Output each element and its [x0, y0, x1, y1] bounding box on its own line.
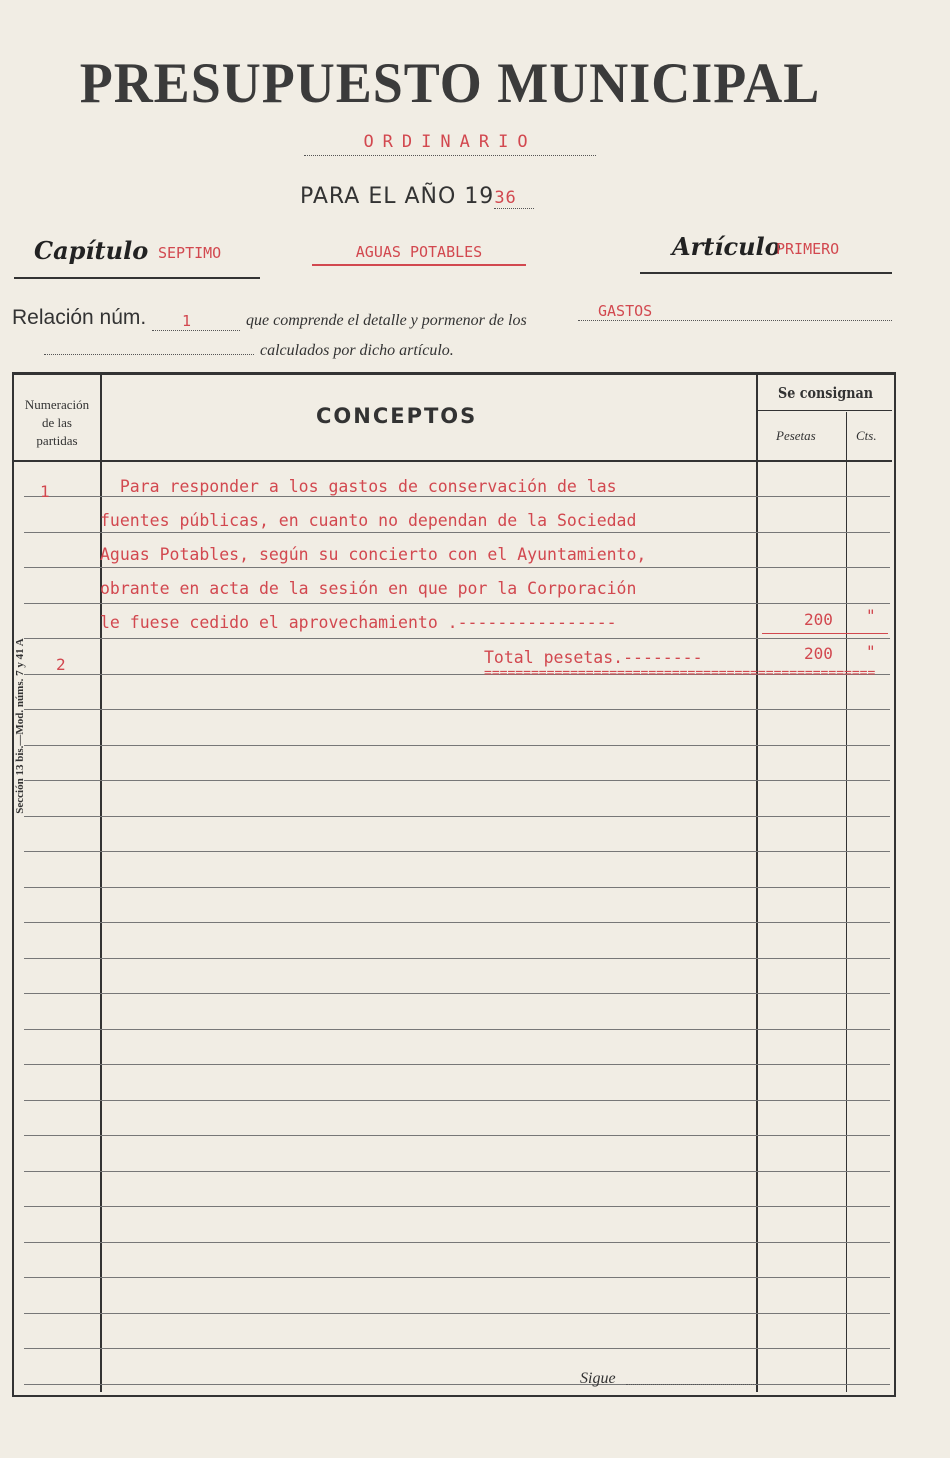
ruled-line	[24, 1206, 890, 1207]
ruled-line	[24, 1277, 890, 1278]
total-label: Total pesetas.--------	[484, 648, 703, 667]
entry-line: le fuese cedido el aprovechamiento .----------------	[100, 613, 617, 632]
concepts-header: CONCEPTOS	[316, 404, 478, 428]
articulo-label: Artículo	[672, 232, 781, 261]
ruled-line	[24, 1384, 890, 1385]
sigue-dots	[626, 1384, 756, 1385]
ruled-line	[24, 993, 890, 994]
cts-header: Cts.	[856, 428, 877, 443]
sigue-label: Sigue	[580, 1370, 616, 1387]
ruled-line	[24, 1313, 890, 1314]
relacion-text1: que comprende el detalle y pormenor de los	[246, 312, 527, 329]
entry-line: fuentes públicas, en cuanto no dependan de la Sociedad	[100, 511, 637, 530]
entry-line: Aguas Potables, según su concierto con el Ayuntamiento,	[100, 545, 647, 564]
total-number: 2	[56, 655, 66, 674]
articulo-block	[672, 232, 872, 261]
ruled-line	[24, 1135, 890, 1136]
section-value: AGUAS POTABLES	[312, 243, 526, 266]
year-value: 36	[494, 188, 534, 209]
entry-text	[100, 472, 646, 642]
entry-cts: "	[866, 606, 876, 625]
consignan-rule	[758, 410, 892, 411]
budget-type: ORDINARIO	[304, 132, 596, 156]
consignan-header: Se consignan	[778, 384, 874, 402]
relacion-text2: calculados por dicho artículo.	[260, 342, 454, 359]
ruled-line	[24, 887, 890, 888]
ruled-line	[24, 709, 890, 710]
articulo-value: PRIMERO	[776, 240, 840, 258]
ruled-line	[24, 1171, 890, 1172]
capitulo-label: Capítulo	[34, 236, 149, 265]
entry-pesetas: 200	[804, 610, 833, 629]
total-cts: "	[866, 642, 876, 661]
ruled-line	[24, 1348, 890, 1349]
total-pesetas: 200	[804, 644, 833, 663]
col-divider-concepts	[756, 374, 758, 1392]
entry-line: Para responder a los gastos de conservación de las	[100, 477, 617, 496]
side-note: Sección 13 bis.—Mod. núms. 7 y 41 A	[14, 638, 26, 814]
entry-line: obrante en acta de la sesión en que por la Corporación	[100, 579, 637, 598]
relacion-kind: GASTOS	[578, 302, 892, 321]
ruled-line	[24, 1100, 890, 1101]
ruled-line	[24, 958, 890, 959]
num-header: Numeración de las partidas	[24, 397, 90, 448]
ruled-line	[24, 745, 890, 746]
year-line	[300, 184, 534, 209]
ruled-line	[24, 780, 890, 781]
capitulo-rule	[14, 277, 260, 279]
ruled-line	[24, 1029, 890, 1030]
capitulo-block	[34, 236, 260, 265]
year-label: PARA EL AÑO 19	[300, 184, 495, 209]
ruled-line	[24, 816, 890, 817]
document-title: PRESUPUESTO MUNICIPAL	[79, 51, 821, 115]
entry-number: 1	[40, 482, 50, 501]
ruled-line	[24, 922, 890, 923]
header-rule	[14, 460, 892, 462]
sum-rule	[762, 633, 888, 634]
relacion-label: Relación núm.	[12, 306, 147, 329]
articulo-rule	[640, 272, 892, 274]
capitulo-value: SEPTIMO	[158, 244, 222, 262]
relacion-number: 1	[152, 312, 240, 331]
ruled-line	[24, 1242, 890, 1243]
total-double-rule: ==================================================	[484, 666, 876, 681]
ruled-line	[24, 1064, 890, 1065]
pesetas-header: Pesetas	[776, 428, 816, 443]
ruled-line	[24, 851, 890, 852]
relacion-blank	[44, 354, 254, 355]
col-divider-cts	[846, 412, 847, 1392]
